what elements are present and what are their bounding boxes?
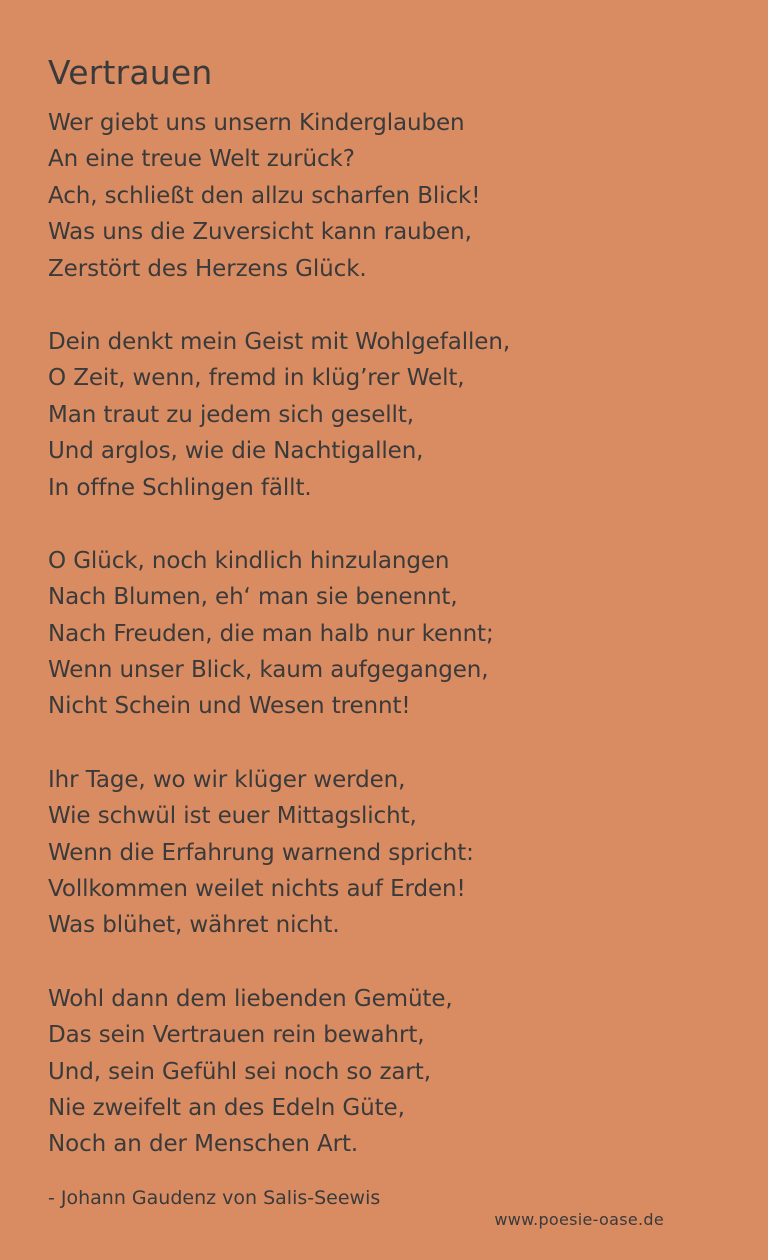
poem-author: - Johann Gaudenz von Salis-Seewis <box>48 1187 381 1209</box>
poem-line: An eine treue Welt zurück? <box>48 146 355 173</box>
poem-line: Ach, schließt den allzu scharfen Blick! <box>48 182 481 209</box>
poem-line: Was blühet, währet nicht. <box>48 912 340 939</box>
poem-line: O Glück, noch kindlich hinzulangen <box>48 547 450 574</box>
stanza <box>48 105 748 287</box>
poem-line: Was uns die Zuversicht kann rauben, <box>48 219 472 246</box>
poem-line: In offne Schlingen fällt. <box>48 474 312 501</box>
poem-line: Wie schwül ist euer Mittagslicht, <box>48 803 417 830</box>
website-credit: www.poesie-oase.de <box>494 1210 664 1229</box>
poem-line: Nach Freuden, die man halb nur kennt; <box>48 620 494 647</box>
stanza <box>48 981 748 1163</box>
poem-line: Wenn unser Blick, kaum aufgegangen, <box>48 657 489 684</box>
stanza <box>48 324 748 506</box>
poem-title: Vertrauen <box>48 53 213 92</box>
poem-line: Und, sein Gefühl sei noch so zart, <box>48 1058 431 1085</box>
poem-line: Nicht Schein und Wesen trennt! <box>48 693 411 720</box>
stanza <box>48 762 748 944</box>
stanza <box>48 543 748 725</box>
poem-line: Wer giebt uns unsern Kinderglauben <box>48 110 465 136</box>
poem-line: Man traut zu jedem sich gesellt, <box>48 401 414 428</box>
poem-line: Wohl dann dem liebenden Gemüte, <box>48 985 453 1012</box>
poem-line: Zerstört des Herzens Glück. <box>48 255 367 282</box>
poem-line: Ihr Tage, wo wir klüger werden, <box>48 766 406 793</box>
poem-line: Wenn die Erfahrung warnend spricht: <box>48 839 474 866</box>
poem-line: Das sein Vertrauen rein bewahrt, <box>48 1022 425 1049</box>
poem-line: Dein denkt mein Geist mit Wohlgefallen, <box>48 328 511 355</box>
poem-body <box>48 105 748 1200</box>
poem-line: O Zeit, wenn, fremd in klüg’rer Welt, <box>48 365 465 392</box>
poem-line: Nie zweifelt an des Edeln Güte, <box>48 1094 405 1121</box>
poem-line: Noch an der Menschen Art. <box>48 1131 359 1158</box>
poem-line: Nach Blumen, eh‘ man sie benennt, <box>48 584 458 611</box>
poem-line: Und arglos, wie die Nachtigallen, <box>48 438 424 465</box>
poem-line: Vollkommen weilet nichts auf Erden! <box>48 876 466 903</box>
